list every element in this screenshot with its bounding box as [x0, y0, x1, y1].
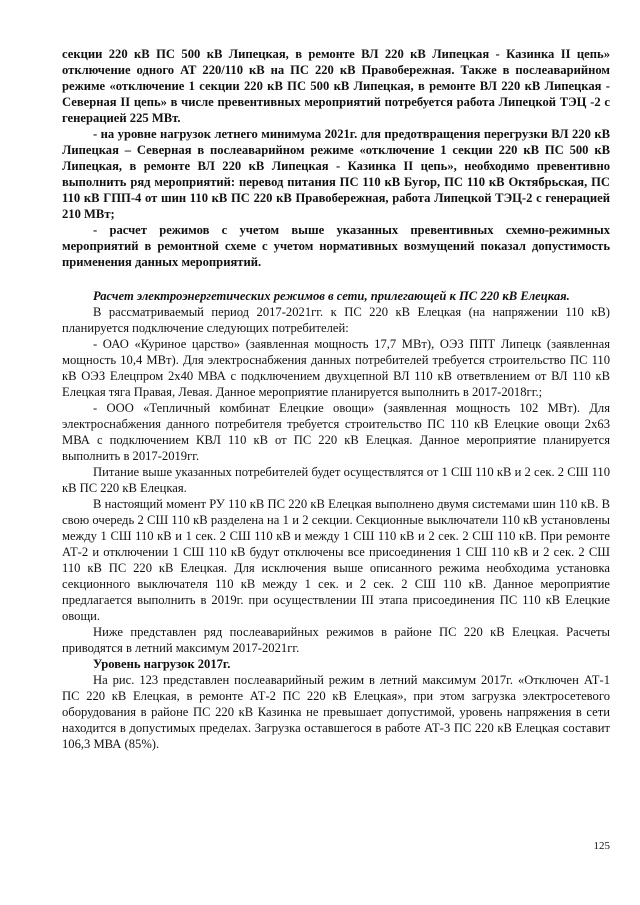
- body-paragraph-intro: В рассматриваемый период 2017-2021гг. к ПС 220 кВ Елецкая (на напряжении 110 кВ) планируется подключение следующих потребителей:: [62, 305, 610, 335]
- page-number: 125: [593, 840, 610, 852]
- body-paragraph-power-supply: Питание выше указанных потребителей будет осуществлятся от 1 СШ 110 кВ и 2 сек. 2 СШ 110 кВ ПС 220 кВ Елецкая.: [62, 465, 610, 495]
- section-title: Расчет электроэнергетических режимов в сети, прилегающей к ПС 220 кВ Елецкая.: [93, 289, 570, 303]
- body-paragraph-consumer-1: - ОАО «Куриное царство» (заявленная мощность 17,7 МВт), ОЭЗ ППТ Липецк (заявленная мощность 10,4 МВт). Для электроснабжения данных потребителей требуется строительство ПС 110 кВ ОЭЗ Елецпром 2х40 МВА с подключением двухцепной ВЛ 110 кВ ответвлением от ВЛ 110 кВ Елецкая тяга Правая, Левая. Данное мероприятие планируется выполнить в 2017-2018гг.;: [62, 337, 610, 399]
- body-paragraph-figure-123: На рис. 123 представлен послеаварийный режим в летний максимум 2017г. «Отключен АТ-1 ПС 220 кВ Елецкая, в ремонте АТ-2 ПС 220 кВ Елецкая», при этом загрузка электросетевого оборудования в районе ПС 220 кВ Казинка не превышает допустимой, уровень напряжения в сети находится в допустимых пределах. Загрузка оставшегося в работе АТ-3 ПС 220 кВ Елецкая составит 106,3 МВА (85%).: [62, 673, 610, 751]
- subheading-load-level: Уровень нагрузок 2017г.: [93, 657, 231, 671]
- document-page: [62, 46, 610, 752]
- paragraph-gap: [62, 270, 610, 288]
- bold-paragraph-continuation: секции 220 кВ ПС 500 кВ Липецкая, в ремонте ВЛ 220 кВ Липецкая - Казинка II цепь» отключение одного АТ 220/110 кВ на ПС 220 кВ Правобережная. Также в послеаварийном режиме «отключение 1 секции 220 кВ ПС 500 кВ Липецкая, в ремонте ВЛ 220 кВ Липецкая - Северная II цепь» в числе превентивных мероприятий потребуется работа Липецкой ТЭЦ -2 с генерацией 225 МВт.: [62, 47, 610, 125]
- body-paragraph-consumer-2: - ООО «Тепличный комбинат Елецкие овощи» (заявленная мощность 102 МВт). Для электроснабжения данного потребителя требуется строительство ПС 110 кВ Елецкие овощи 2х63 МВА с подключением КВЛ 110 кВ от ПС 220 кВ Елецкая. Данное мероприятие планируется выполнить в 2017-2019гг.: [62, 401, 610, 463]
- body-paragraph-switchgear: В настоящий момент РУ 110 кВ ПС 220 кВ Елецкая выполнено двумя системами шин 110 кВ. В свою очередь 2 СШ 110 кВ разделена на 1 и 2 секции. Секционные выключатели 110 кВ установлены между 1 СШ 110 кВ и 1 сек. 2 СШ 110 кВ и между 1 СШ 110 кВ и 2 сек. 2 СШ 110 кВ. При ремонте АТ-2 и отключении 1 СШ 110 кВ будут отключены все присоединения 1 СШ 110 кВ и 2 сек. 2 СШ 110 кВ ПС 220 кВ Елецкая. Для исключения выше описанного режима необходима установка секционного выключателя 110 кВ между 1 сек. и 2 сек. 2 СШ 110 кВ. Данное мероприятие предлагается выполнить в 2019г. при осуществлении III этапа присоединения ПС 110 кВ Елецкие овощи.: [62, 497, 610, 623]
- body-paragraph-modes: Ниже представлен ряд послеаварийных режимов в районе ПС 220 кВ Елецкая. Расчеты приводятся в летний максимум 2017-2021гг.: [62, 625, 610, 655]
- bold-paragraph-calculation-result: - расчет режимов с учетом выше указанных превентивных схемно-режимных мероприятий в ремонтной схеме с учетом нормативных возмущений показал допустимость применения данных мероприятий.: [62, 223, 610, 269]
- bold-paragraph-summer-minimum: - на уровне нагрузок летнего минимума 2021г. для предотвращения перегрузки ВЛ 220 кВ Липецкая – Северная в послеаварийном режиме «отключение 1 секции 220 кВ ПС 500 кВ Липецкая, в ремонте ВЛ 220 кВ Липецкая - Казинка II цепь», необходимо превентивно выполнить ряд мероприятий: перевод питания ПС 110 кВ Бугор, ПС 110 кВ Октябрьская, ПС 110 кВ ГПП-4 от шин 110 кВ ПС 220 кВ Правобережная, работа Липецкой ТЭЦ-2 с генерацией 210 МВт;: [62, 127, 610, 221]
